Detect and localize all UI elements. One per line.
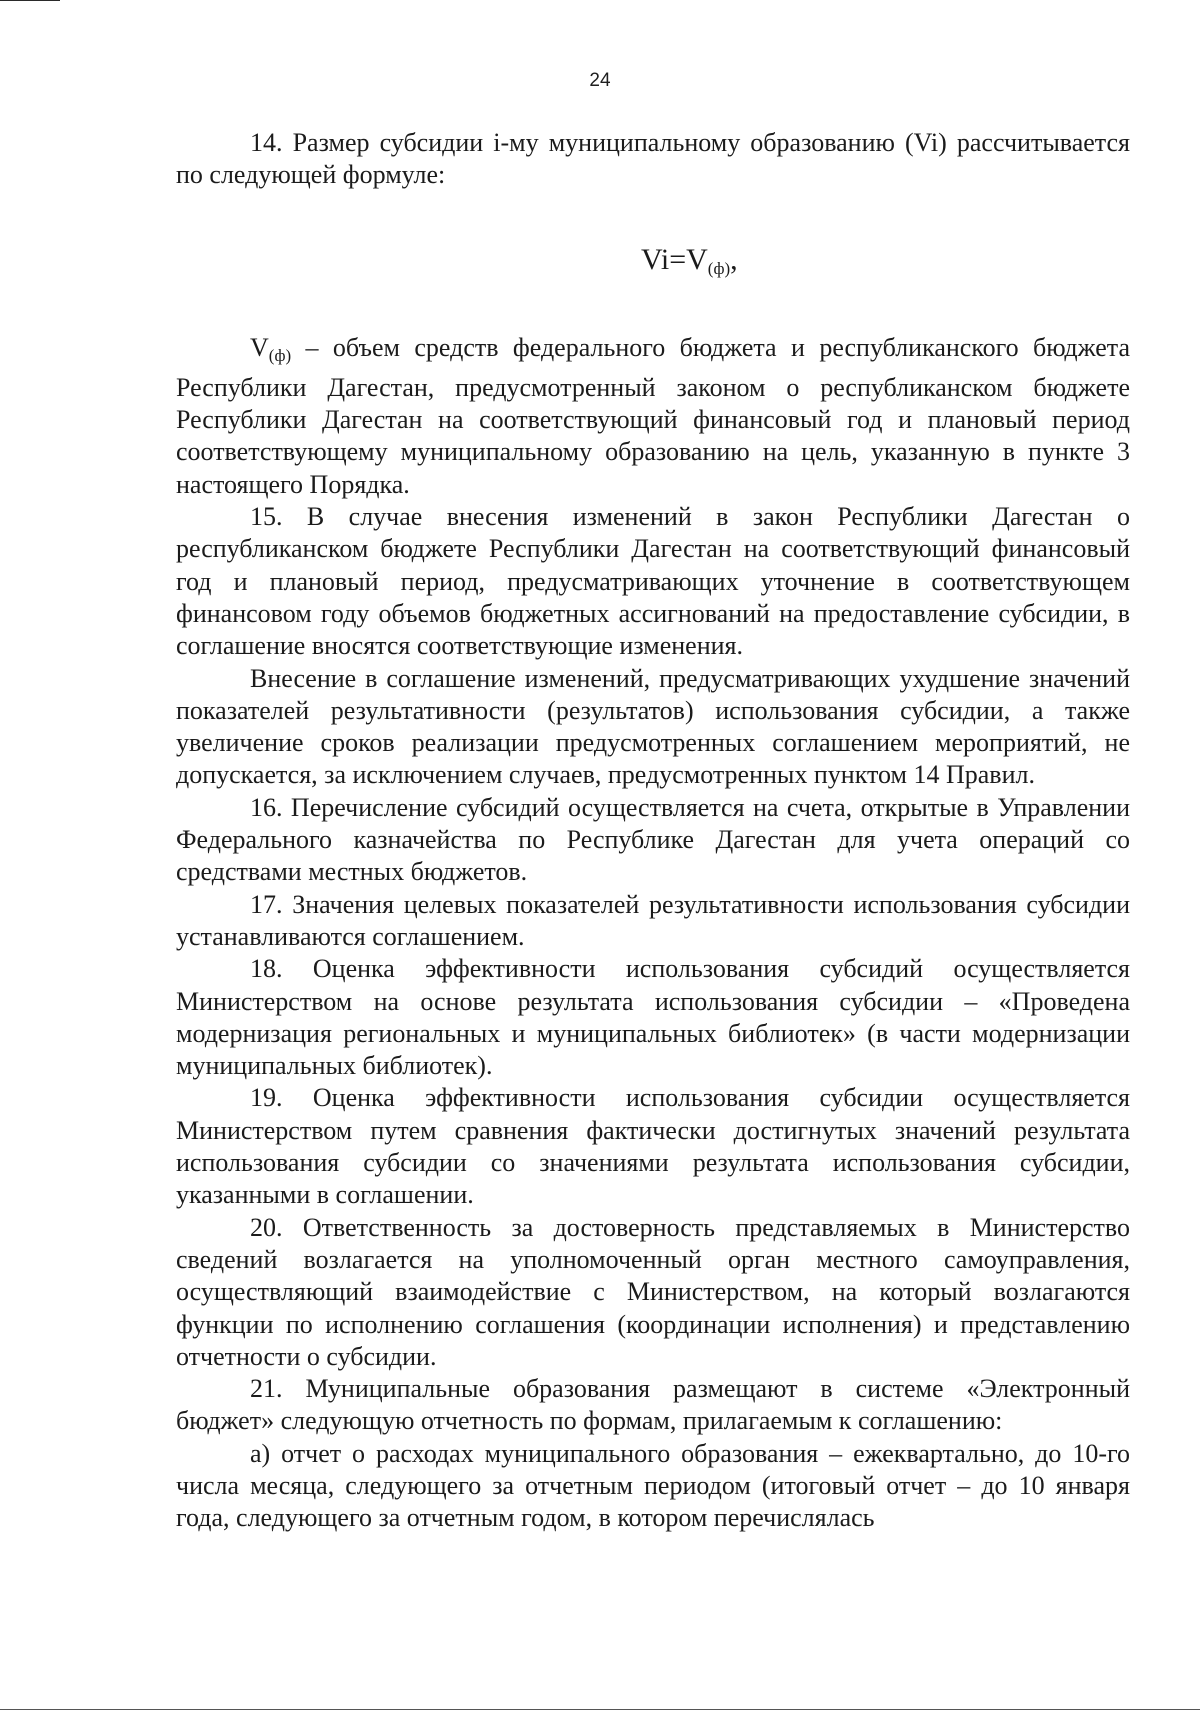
formula-subscript: (ф) [707,258,731,278]
document-body [176,127,1130,1535]
paragraph-16: 16. Перечисление субсидий осуществляется на счета, открытые в Управлении Федерального казначейства по Республике Дагестан для учета операций со средствами местных бюджетов. [176,792,1130,887]
formula-lhs: Vi=V [641,242,708,276]
page-number: 24 [589,70,611,91]
scan-edge-line-top [0,0,60,1]
paragraph-19: 19. Оценка эффективности использования субсидии осуществляется Министерством путем сравнения фактически достигнутых значений результата использования субсидии со значениями результата использования субсидии, указанными в соглашении. [176,1083,1130,1210]
paragraph-15-amendments: Внесение в соглашение изменений, предусматривающих ухудшение значений показателей результативности (результатов) использования субсидии, а также увеличение сроков реализации предусмотренных соглашением мероприятий, не допускается, за исключением случаев, предусмотренных пунктом 14 Правил. [176,663,1130,790]
formula [641,242,1130,284]
paragraph-18: 18. Оценка эффективности использования субсидий осуществляется Министерством на основе результата использования субсидии – «Проведена модернизация региональных и муниципальных библиотек» (в части модернизации муниципальных библиотек). [176,954,1130,1081]
paragraph-21: 21. Муниципальные образования размещают в системе «Электронный бюджет» следующую отчетность по формам, прилагаемым к соглашению: [176,1374,1130,1436]
definition-subscript: (ф) [268,345,292,365]
formula-definition [176,332,1130,501]
paragraph-17: 17. Значения целевых показателей результативности использования субсидии устанавливаются соглашением. [176,889,1130,951]
paragraph-21-a: а) отчет о расходах муниципального образования – ежеквартально, до 10-го числа месяца, следующего за отчетным периодом (итоговый отчет – до 10 января года, следующего за отчетным годом, в котором перечислялась [176,1438,1130,1533]
paragraph-14: 14. Размер субсидии i-му муниципальному образованию (Vi) рассчитывается по следующей формуле: [176,128,1130,190]
formula-tail: , [730,242,738,276]
paragraph-15: 15. В случае внесения изменений в закон Республики Дагестан о республиканском бюджете Республики Дагестан на соответствующий финансовый год и плановый период, предусматривающих уточнение в соответствующем финансовом году объемов бюджетных ассигнований на предоставление субсидии, в соглашение вносятся соответствующие изменения. [176,502,1130,661]
definition-text: – объем средств федерального бюджета и республиканского бюджета Республики Дагестан, предусмотренный законом о республиканском бюджете Республики Дагестан на соответствующий финансовый год и плановый период соответствующему муниципальному образованию на цель, указанную в пункте 3 настоящего Порядка. [176,332,1130,499]
definition-symbol: V [250,332,269,362]
paragraph-20: 20. Ответственность за достоверность представляемых в Министерство сведений возлагается на уполномоченный орган местного самоуправления, осуществляющий взаимодействие с Министерством, на который возлагаются функции по исполнению соглашения (координации исполнения) и представлению отчетности о субсидии. [176,1212,1130,1371]
